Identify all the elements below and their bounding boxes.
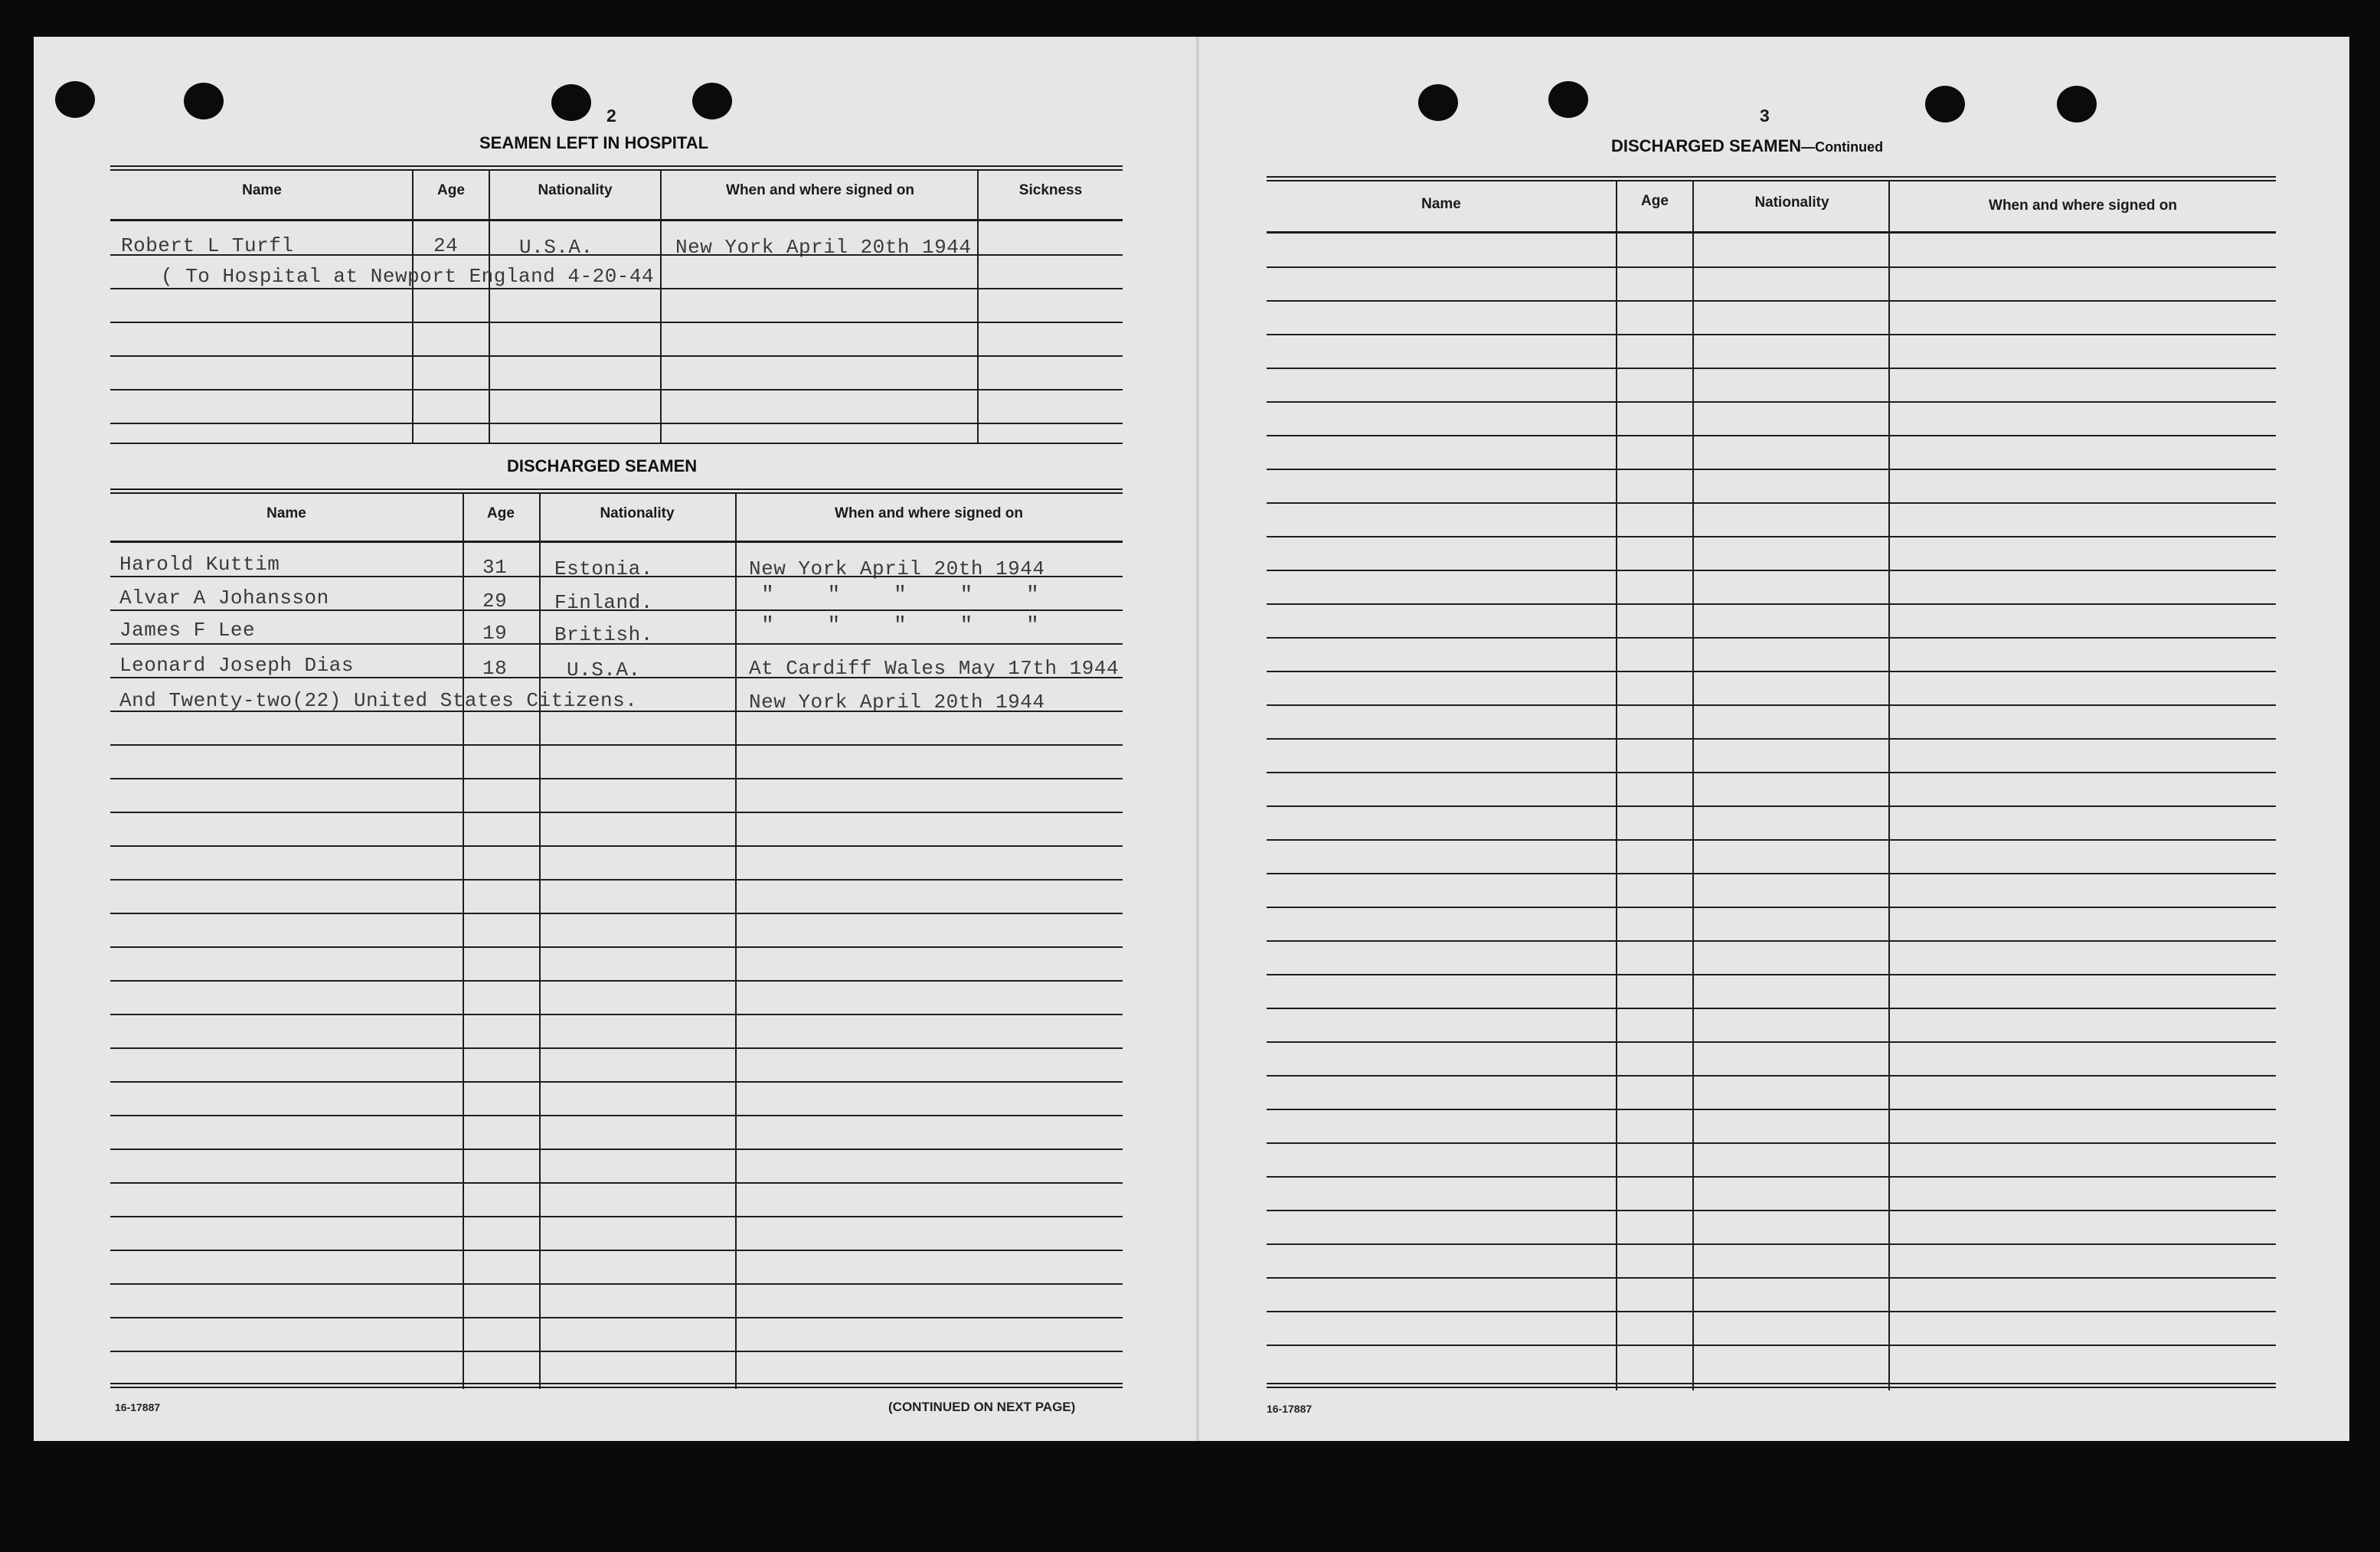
discharged-name: Harold Kuttim	[119, 553, 280, 576]
ruled-line	[110, 778, 1123, 779]
ruled-line	[110, 1317, 1123, 1318]
ruled-line	[110, 389, 1123, 390]
ruled-line	[1267, 772, 2276, 773]
col-header-sickness: Sickness	[1018, 182, 1083, 198]
col-header-name: Name	[266, 505, 306, 521]
punch-hole	[184, 83, 224, 119]
ruled-line	[1267, 940, 2276, 942]
column-divider	[660, 170, 662, 443]
column-divider	[1692, 181, 1694, 1390]
ruled-line	[110, 879, 1123, 881]
discharged-nationality: Finland.	[554, 591, 653, 614]
continued-note: (CONTINUED ON NEXT PAGE)	[888, 1400, 1076, 1414]
hospital-name: Robert L Turfl	[121, 234, 294, 257]
col-header-nationality: Nationality	[1754, 194, 1829, 211]
ruled-line	[110, 946, 1123, 948]
discharged-age: 18	[482, 657, 508, 680]
ruled-line	[1267, 704, 2276, 706]
column-divider	[1616, 181, 1617, 1390]
ruled-line	[110, 744, 1123, 746]
ruled-line	[1267, 738, 2276, 740]
punch-hole	[2057, 86, 2097, 123]
hospital-signed-on: New York April 20th 1944	[675, 236, 972, 259]
ruled-line	[1267, 1041, 2276, 1043]
ruled-line	[1267, 435, 2276, 436]
hospital-note: ( To Hospital at Newport England 4-20-44	[161, 265, 655, 288]
discharged-nationality: Estonia.	[554, 557, 653, 580]
right-section-title	[1611, 136, 1883, 156]
ruled-line	[110, 711, 1123, 712]
discharged-signed-on: At Cardiff Wales May 17th 1944	[749, 657, 1120, 680]
ruled-line	[110, 254, 1123, 256]
ruled-line	[1267, 1075, 2276, 1077]
right-section-title-suffix: —Continued	[1801, 139, 1884, 155]
ruled-line	[110, 355, 1123, 357]
column-divider	[489, 170, 490, 443]
ruled-line	[1267, 368, 2276, 369]
form-number: 16-17887	[115, 1401, 161, 1413]
ruled-line	[110, 1250, 1123, 1251]
col-header-name: Name	[1421, 196, 1461, 212]
ruled-line	[1267, 637, 2276, 639]
col-header-nationality: Nationality	[600, 505, 675, 521]
ruled-line	[1267, 1109, 2276, 1110]
col-header-nationality: Nationality	[538, 182, 613, 198]
ruled-line	[110, 1115, 1123, 1116]
table-top-rule	[110, 488, 1123, 494]
punch-hole	[1548, 81, 1588, 118]
ruled-line	[1267, 839, 2276, 841]
column-divider	[735, 493, 737, 1389]
col-header-signed-on: When and where signed on	[835, 505, 1023, 521]
page-number: 3	[1760, 106, 1770, 126]
ruled-line	[110, 845, 1123, 847]
col-header-signed-on: When and where signed on	[726, 182, 914, 198]
column-divider	[977, 170, 979, 443]
ruled-line	[110, 288, 1123, 289]
ruled-line	[110, 576, 1123, 577]
col-header-age: Age	[487, 505, 515, 521]
discharged-name: And Twenty-two(22) United States Citizens.	[119, 689, 638, 712]
discharged-name: Leonard Joseph Dias	[119, 654, 354, 677]
punch-hole	[1418, 84, 1458, 121]
ruled-line	[1267, 907, 2276, 908]
discharged-signed-on: New York April 20th 1944	[749, 557, 1045, 580]
punch-hole	[551, 84, 591, 121]
ruled-line	[110, 1081, 1123, 1083]
discharged-signed-on: " " " " "	[761, 583, 1040, 607]
ruled-line	[1267, 1008, 2276, 1009]
ruled-line	[110, 980, 1123, 982]
ruled-line	[1267, 469, 2276, 470]
ruled-line	[1267, 671, 2276, 672]
col-header-signed-on: When and where signed on	[1989, 198, 2177, 214]
discharged-signed-on: " " " " "	[761, 614, 1040, 638]
col-header-age: Age	[437, 182, 465, 198]
ruled-line	[110, 1047, 1123, 1049]
right-section-title-main: DISCHARGED SEAMEN	[1611, 136, 1802, 155]
punch-hole	[692, 83, 732, 119]
discharged-age: 31	[482, 556, 508, 579]
ruled-line	[1267, 334, 2276, 335]
ruled-line	[110, 322, 1123, 323]
ruled-line	[1267, 300, 2276, 302]
ruled-line	[1267, 805, 2276, 807]
ruled-line	[1267, 1243, 2276, 1245]
discharged-signed-on: New York April 20th 1944	[749, 691, 1045, 714]
table-bottom-rule	[1267, 1383, 2276, 1388]
ruled-line	[1267, 401, 2276, 403]
page-number: 2	[606, 106, 616, 126]
ruled-line	[110, 643, 1123, 645]
col-header-name: Name	[242, 182, 282, 198]
ruled-line	[110, 812, 1123, 813]
page-fold	[1196, 37, 1199, 1441]
punch-hole	[55, 81, 95, 118]
discharged-section-title: DISCHARGED SEAMEN	[507, 456, 698, 475]
table-top-rule	[1267, 176, 2276, 181]
ruled-line	[1267, 1345, 2276, 1346]
header-rule	[110, 541, 1123, 543]
ruled-line	[1267, 603, 2276, 605]
table-bottom-rule	[110, 443, 1123, 444]
discharged-name: James F Lee	[119, 619, 256, 642]
header-rule	[110, 219, 1123, 221]
ruled-line	[110, 1014, 1123, 1015]
ruled-line	[110, 1283, 1123, 1285]
discharged-age: 29	[482, 590, 508, 613]
table-bottom-rule	[110, 1383, 1123, 1388]
column-divider	[463, 493, 464, 1389]
ruled-line	[1267, 502, 2276, 504]
ruled-line	[110, 913, 1123, 914]
form-number: 16-17887	[1267, 1403, 1313, 1415]
header-rule	[1267, 231, 2276, 234]
ruled-line	[1267, 266, 2276, 268]
ruled-line	[110, 677, 1123, 678]
ruled-line	[1267, 1277, 2276, 1279]
ruled-line	[110, 609, 1123, 611]
table-top-rule	[110, 165, 1123, 171]
ruled-line	[110, 1216, 1123, 1217]
column-divider	[1888, 181, 1890, 1390]
hospital-section-title: SEAMEN LEFT IN HOSPITAL	[479, 133, 709, 152]
discharged-nationality: U.S.A.	[567, 658, 641, 681]
ruled-line	[110, 423, 1123, 424]
ruled-line	[1267, 570, 2276, 571]
column-divider	[412, 170, 414, 443]
hospital-nationality: U.S.A.	[519, 236, 593, 259]
ruled-line	[1267, 873, 2276, 874]
punch-hole	[1925, 86, 1965, 123]
col-header-age: Age	[1641, 193, 1669, 209]
ruled-line	[110, 1351, 1123, 1352]
ruled-line	[1267, 536, 2276, 537]
ruled-line	[1267, 1142, 2276, 1144]
ruled-line	[110, 1182, 1123, 1184]
hospital-age: 24	[433, 234, 459, 257]
ruled-line	[1267, 1176, 2276, 1178]
discharged-nationality: British.	[554, 623, 653, 646]
ruled-line	[1267, 1210, 2276, 1211]
discharged-name: Alvar A Johansson	[119, 586, 329, 609]
ruled-line	[110, 1148, 1123, 1150]
ruled-line	[1267, 1311, 2276, 1312]
column-divider	[539, 493, 541, 1389]
ruled-line	[1267, 974, 2276, 975]
discharged-age: 19	[482, 622, 508, 645]
